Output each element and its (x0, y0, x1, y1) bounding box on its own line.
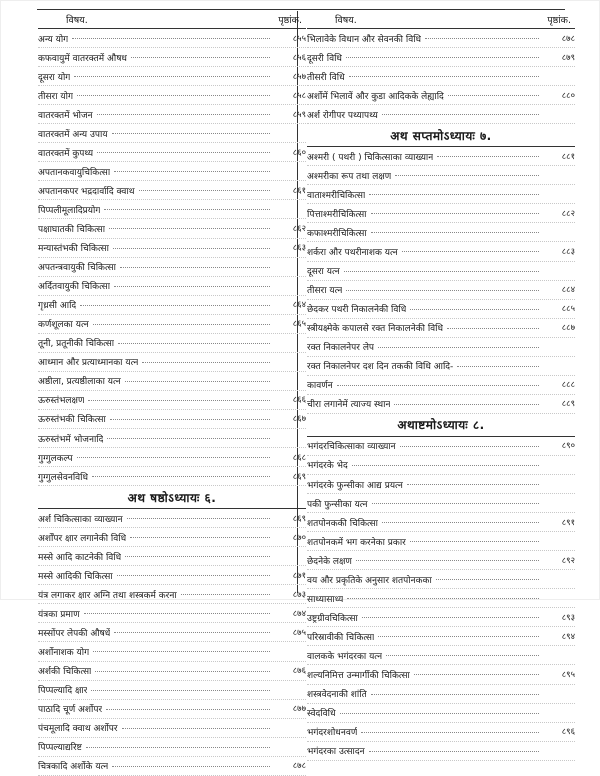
leader-dots (378, 635, 539, 637)
leader-dots (142, 361, 270, 363)
entry-page-number: ८६२ (292, 223, 306, 234)
index-entry (307, 532, 575, 551)
index-entry (38, 86, 306, 105)
entry-title: दूसरा योग (38, 72, 71, 83)
index-entry (38, 334, 306, 353)
index-entry (38, 200, 306, 219)
leader-dots (410, 540, 539, 542)
entry-title: अर्दितवायुकी चिकित्सा (38, 282, 111, 293)
leader-dots (410, 308, 539, 310)
index-entry (307, 665, 575, 684)
index-entry (307, 29, 575, 48)
index-entry (38, 353, 306, 372)
index-entry (38, 738, 306, 757)
entry-page-number: ८६४ (292, 300, 306, 311)
left-column (38, 11, 306, 776)
index-entry (307, 570, 575, 589)
entry-title: दूसरा यत्न (307, 267, 340, 278)
index-entry (38, 296, 306, 315)
entry-title: अर्शोमें भिलावें और कुडा आदिकके लेह्यादि (307, 91, 444, 102)
leader-dots (362, 616, 539, 618)
entry-page-number: ८९३ (561, 612, 575, 623)
entry-title: मस्से आदि काटनेकी विधि (38, 552, 122, 563)
entry-title: परिस्रावीकी चिकित्सा (307, 632, 375, 643)
index-entry (38, 448, 306, 467)
leader-dots (95, 670, 270, 672)
leader-dots (127, 517, 270, 519)
index-entry (38, 372, 306, 391)
leader-dots (448, 94, 539, 96)
index-entry (307, 723, 575, 742)
entry-title: अष्ठीला, प्रत्यष्ठीलाका यत्न (38, 377, 121, 388)
entry-title: स्वेदविधि (307, 709, 336, 720)
leader-dots (107, 437, 270, 439)
entry-title: गृध्रसी आदि (38, 301, 77, 312)
entry-page-number: ८९६ (561, 727, 575, 738)
entry-title: अर्श रोगीपर पथ्यापथ्य (307, 110, 378, 121)
index-entry (307, 67, 575, 86)
index-entry (307, 147, 575, 166)
leader-dots (122, 727, 270, 729)
entry-title: कफवायुमें वातरक्तमें औषध (38, 53, 127, 64)
right-header (307, 11, 575, 29)
index-entry (38, 662, 306, 681)
entry-title: छेदनेके लक्षण (307, 556, 352, 567)
leader-dots (407, 483, 539, 485)
leader-dots (371, 693, 539, 695)
entry-page-number: ८७४ (292, 608, 306, 619)
entry-title: वातरक्तमें कुपथ्य (38, 148, 94, 159)
entry-title: भगंदरका उत्सादन (307, 747, 365, 758)
leader-dots (344, 270, 539, 272)
leader-dots (93, 650, 270, 652)
index-entry (38, 681, 306, 700)
entry-title: वातरक्तमें अन्य उपाय (38, 129, 108, 140)
chapter-heading-8: अथाष्टमोऽध्यायः ८. (307, 414, 575, 437)
entry-title: भिलावेके विधान और सेवनकी विधि (307, 34, 422, 45)
index-entry (307, 166, 575, 185)
index-entry (307, 475, 575, 494)
entry-title: अर्शोनाशक योग (38, 647, 90, 658)
entry-title: तीसरी विधि (307, 72, 345, 83)
entry-title: ऊरुस्तंभकी चिकित्सा (38, 415, 106, 426)
entry-page-number: ८९५ (561, 669, 575, 680)
entry-page-number: ८७० (292, 532, 306, 543)
entry-page-number: ८८८ (561, 380, 575, 391)
leader-dots (371, 231, 539, 233)
leader-dots (112, 132, 270, 134)
entry-page-number: ८६७ (292, 414, 306, 425)
entry-page-number: ८९० (561, 441, 575, 452)
entry-page-number: ८६३ (292, 243, 306, 254)
entry-title: अश्मरी ( पथरी ) चिकित्साका व्याख्यान (307, 152, 434, 163)
top-rule (37, 9, 565, 10)
entry-page-number: ८८० (561, 90, 575, 101)
entry-page-number: ८९४ (561, 631, 575, 642)
index-entry (307, 608, 575, 627)
entry-page-number: ८९२ (561, 555, 575, 566)
entry-title: शतपोनकमें भग करनेका प्रकार (307, 537, 406, 548)
entry-title: शस्त्रवेदनाकी शांति (307, 690, 367, 701)
leader-dots (346, 289, 539, 291)
entry-title: अश्मरीका रूप तथा लक्षण (307, 171, 392, 182)
index-entry (38, 429, 306, 448)
leader-dots (84, 612, 270, 614)
leader-dots (114, 285, 270, 287)
entry-page-number: ८७८ (561, 33, 575, 44)
entry-title: चीरा लगानेमें त्याज्य स्थान (307, 400, 391, 411)
entry-page-number: ८६० (292, 147, 306, 158)
leader-dots (125, 380, 270, 382)
left-entries-a (38, 29, 306, 486)
leader-dots (88, 399, 270, 401)
entry-title: पाठादि चूर्ण अर्शोपर (38, 705, 103, 716)
index-entry (307, 242, 575, 261)
entry-title: अर्शोंपर क्षार लगानेकी विधि (38, 533, 127, 544)
entry-title: ऊरुस्तंभलक्षण (38, 396, 85, 407)
entry-page-number: ८७५ (292, 627, 306, 638)
entry-title: तीसरा योग (38, 91, 74, 102)
index-entry (38, 48, 306, 67)
entry-title: वय और प्रकृतिके अनुसार शतपोनकका (307, 575, 432, 586)
leader-dots (114, 631, 270, 633)
leader-dots (106, 708, 270, 710)
entry-page-number: ८८१ (561, 151, 575, 162)
leader-dots (356, 559, 539, 561)
leader-dots (77, 456, 270, 458)
index-entry (307, 494, 575, 513)
leader-dots (77, 94, 270, 96)
leader-dots (436, 578, 539, 580)
leader-dots (395, 174, 539, 176)
entry-title: अपतानकवायुचिकित्सा (38, 167, 111, 178)
leader-dots (181, 593, 270, 595)
index-entry (38, 623, 306, 642)
index-entry (38, 162, 306, 181)
index-entry (38, 700, 306, 719)
index-entry (307, 319, 575, 338)
index-entry (38, 29, 306, 48)
leader-dots (340, 712, 540, 714)
entry-title: भगंदरचिकित्साका व्याख्यान (307, 442, 396, 453)
index-entry (38, 467, 306, 486)
index-entry (307, 704, 575, 723)
index-entry (38, 585, 306, 604)
entry-page-number: ८५५ (292, 33, 306, 44)
right-entries-b (307, 147, 575, 414)
entry-page-number: ८६८ (292, 452, 306, 463)
entry-title: गुग्गुलसेवनविधि (38, 472, 89, 483)
entry-page-number: ८६९ (292, 513, 306, 524)
entry-title: अर्श चिकित्साका व्याख्यान (38, 514, 123, 525)
leader-dots (337, 384, 539, 386)
index-entry (38, 509, 306, 528)
entry-title: रक्त निकालनेपर लेप (307, 343, 375, 354)
entry-title: मस्से आदिकी चिकित्सा (38, 571, 113, 582)
index-entry (38, 391, 306, 410)
leader-dots (400, 445, 539, 447)
leader-dots (114, 170, 270, 172)
entry-title: मस्सोंपर लेपकी औषधें (38, 628, 111, 639)
entry-page-number: ८६१ (292, 185, 306, 196)
leader-dots (117, 574, 270, 576)
index-entry (307, 357, 575, 376)
entry-title: तीसरा यत्न (307, 286, 343, 297)
entry-title: कफाश्मरीचिकित्सा (307, 228, 367, 239)
entry-title: साध्यासाध्य (307, 594, 344, 605)
index-entry (38, 604, 306, 623)
right-column (307, 11, 575, 761)
entry-title: शर्करा और पथरीनाशक यत्न (307, 247, 398, 258)
leader-dots (93, 323, 270, 325)
leader-dots (104, 208, 270, 210)
page-heading: पृष्ठांक. (547, 15, 571, 26)
index-entry (38, 219, 306, 238)
index-entry (38, 566, 306, 585)
entry-page-number: ८८९ (561, 399, 575, 410)
leader-dots (386, 654, 539, 656)
leader-dots (130, 536, 270, 538)
chapter-heading-6: अथ षष्ठोऽध्यायः ६. (38, 486, 306, 509)
leader-dots (394, 403, 539, 405)
index-entry (307, 437, 575, 456)
index-entry (307, 204, 575, 223)
index-entry (307, 685, 575, 704)
index-entry (38, 277, 306, 296)
leader-dots (131, 56, 270, 58)
entry-page-number: ८७८ (292, 761, 306, 772)
entry-title: पित्ताश्मरीचिकित्सा (307, 209, 367, 220)
entry-page-number: ८८४ (561, 285, 575, 296)
chapter-heading-7: अथ सप्तमोऽध्यायः ७. (307, 124, 575, 147)
entry-title: पक्षाघातकी चिकित्सा (38, 224, 106, 235)
entry-title: दूसरी विधि (307, 53, 342, 64)
entry-title: उष्ट्रग्रीवचिकित्सा (307, 613, 358, 624)
entry-title: वाताश्मरीचिकित्सा (307, 190, 366, 201)
index-entry (307, 646, 575, 665)
entry-title: भगंदरके भेद (307, 461, 348, 472)
entry-title: पकी फुन्सीका यत्न (307, 499, 368, 510)
right-entries-c (307, 437, 575, 761)
leader-dots (74, 75, 270, 77)
index-entry (38, 410, 306, 429)
leader-dots (125, 555, 270, 557)
index-entry (38, 124, 306, 143)
entry-page-number: ८६६ (292, 395, 306, 406)
subject-heading: विषय. (66, 15, 88, 26)
entry-title: रक्त निकालनेपर दश दिन तककी विधि आदि- (307, 362, 454, 373)
index-entry (307, 627, 575, 646)
leader-dots (425, 37, 539, 39)
leader-dots (414, 673, 539, 675)
index-entry (307, 589, 575, 608)
left-header (38, 11, 306, 29)
leader-dots (457, 365, 539, 367)
leader-dots (97, 151, 270, 153)
index-entry (38, 258, 306, 277)
leader-dots (109, 227, 270, 229)
entry-page-number: ८८३ (561, 246, 575, 257)
leader-dots (378, 346, 539, 348)
entry-page-number: ८७३ (292, 589, 306, 600)
entry-title: गुग्गुलकल्प (38, 453, 73, 464)
index-entry (307, 262, 575, 281)
index-entry (307, 456, 575, 475)
entry-title: ऊरुस्तंभमें भोजनादि (38, 434, 104, 445)
leader-dots (72, 37, 270, 39)
entry-page-number: ८७१ (292, 570, 306, 581)
entry-title: मन्यास्तंभकी चिकित्सा (38, 244, 109, 255)
entry-title: भगंदरशोधनवर्ण (307, 728, 358, 739)
entry-title: शल्यनिमित्त उन्मार्गीकी चिकित्सा (307, 670, 410, 681)
index-entry (307, 281, 575, 300)
entry-page-number: ८७७ (292, 704, 306, 715)
entry-page-number: ८८२ (561, 208, 575, 219)
right-entries-a (307, 29, 575, 124)
entry-title: चित्रकादि अर्शोके यत्न (38, 762, 109, 773)
entry-title: पिप्पल्यादि क्षार (38, 686, 88, 697)
index-entry (38, 239, 306, 258)
index-entry (307, 185, 575, 204)
index-entry (307, 513, 575, 532)
entry-title: कावर्णन (307, 381, 333, 392)
entry-page-number: ८७६ (292, 666, 306, 677)
entry-page-number: ८५६ (292, 52, 306, 63)
leader-dots (372, 502, 539, 504)
leader-dots (447, 327, 539, 329)
entry-title: स्त्रीयक्ष्मेके कपालसे रक्त निकालनेकी विधि (307, 324, 444, 335)
entry-title: यंत्रका प्रमाण (38, 609, 80, 620)
leader-dots (347, 597, 539, 599)
index-entry (38, 105, 306, 124)
entry-title: छेदकर पथरी निकालनेकी विधि (307, 305, 407, 316)
entry-page-number: ८५८ (292, 90, 306, 101)
leader-dots (352, 464, 539, 466)
entry-page-number: ८८५ (561, 304, 575, 315)
entry-title: पंचमूलादि क्वाथ अर्शोपर (38, 724, 118, 735)
entry-title: तूनी, प्रतूनीकी चिकित्सा (38, 339, 115, 350)
leader-dots (361, 731, 539, 733)
index-entry (307, 395, 575, 414)
leader-dots (382, 113, 539, 115)
leader-dots (382, 521, 539, 523)
entry-title: पिप्पलीमूलादिप्रयोग (38, 205, 101, 216)
entry-page-number: ८८७ (561, 323, 575, 334)
entry-page-number: ८५७ (292, 71, 306, 82)
index-entry (38, 719, 306, 738)
index-entry (307, 338, 575, 357)
leader-dots (110, 418, 270, 420)
entry-title: वातरक्तमें भोजन (38, 110, 93, 121)
index-entry (38, 528, 306, 547)
leader-dots (346, 56, 539, 58)
index-entry (38, 67, 306, 86)
entry-title: पिप्पल्याद्यरिष्ट (38, 743, 82, 754)
index-entry (307, 48, 575, 67)
entry-title: कर्णशूलका यत्न (38, 320, 89, 331)
leader-dots (402, 250, 539, 252)
index-entry (307, 105, 575, 124)
entry-title: अर्शकी चिकित्सा (38, 667, 92, 678)
leader-dots (371, 212, 540, 214)
index-entry (307, 223, 575, 242)
leader-dots (112, 765, 270, 767)
page-heading: पृष्ठांक. (278, 15, 302, 26)
entry-title: भगंदरके फुन्सीका आद्य प्रयत्न (307, 480, 403, 491)
index-entry (307, 742, 575, 761)
leader-dots (369, 750, 539, 752)
entry-page-number: ८७९ (561, 52, 575, 63)
left-entries-b (38, 509, 306, 776)
entry-title: आध्मान और प्रत्याध्मानका यत्न (38, 358, 139, 369)
entry-page-number: ८५९ (292, 109, 306, 120)
leader-dots (120, 266, 270, 268)
entry-title: वालकके भगंदरका यत्न (307, 651, 383, 662)
leader-dots (92, 475, 270, 477)
index-entry (307, 86, 575, 105)
entry-page-number: ८६५ (292, 319, 306, 330)
index-entry (307, 376, 575, 395)
subject-heading: विषय. (335, 15, 357, 26)
leader-dots (80, 304, 270, 306)
leader-dots (437, 155, 539, 157)
leader-dots (97, 113, 270, 115)
leader-dots (118, 342, 270, 344)
index-entry (38, 757, 306, 776)
entry-title: अपतन्त्रवायुकी चिकित्सा (38, 263, 116, 274)
index-entry (307, 300, 575, 319)
entry-page-number: ८९१ (561, 517, 575, 528)
leader-dots (139, 189, 270, 191)
leader-dots (86, 746, 270, 748)
index-entry (307, 551, 575, 570)
entry-title: यंत्र लगाकर क्षार अग्नि तथा शस्त्रकर्म करना (38, 590, 177, 601)
entry-title: शतपोनककी चिकित्सा (307, 518, 378, 529)
entry-page-number: ८६९ (292, 471, 306, 482)
leader-dots (369, 193, 539, 195)
index-entry (38, 143, 306, 162)
index-entry (38, 181, 306, 200)
index-entry (38, 642, 306, 661)
index-entry (38, 315, 306, 334)
index-entry (38, 547, 306, 566)
leader-dots (113, 247, 270, 249)
leader-dots (91, 689, 270, 691)
leader-dots (349, 75, 539, 77)
entry-title: अन्य योग (38, 34, 69, 45)
entry-title: अपतानकपर भद्रदार्वादि क्वाथ (38, 186, 135, 197)
